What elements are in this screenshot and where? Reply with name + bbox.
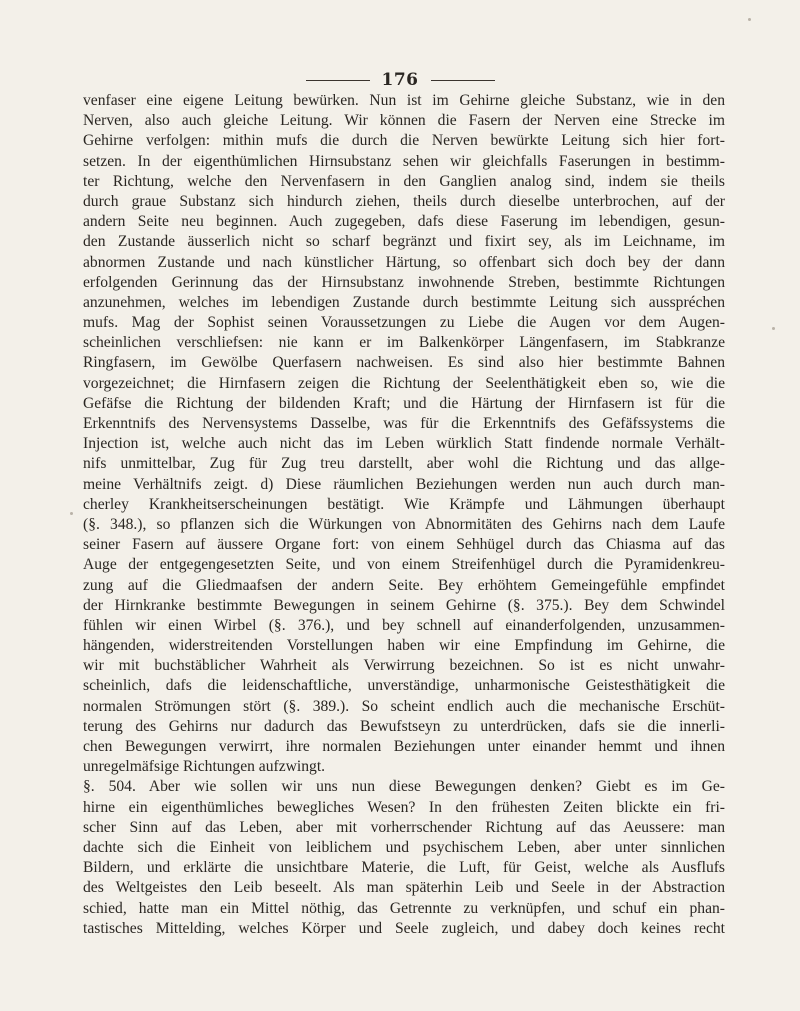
text-line: venfaser eine eigene Leitung bewürken. Nun ist im Gehirne gleiche Substanz, wie in den	[83, 92, 725, 109]
text-line: wir mit buchstäblicher Wahrheit als Verwirrung bezeichnen. So ist es nicht unwahr-	[83, 657, 725, 675]
text-line: anzunehmen, welches im lebendigen Zustande durch bestimmte Leitung sich ausspréchen	[83, 293, 725, 311]
text-line: meine Verhältnifs zeigt. d) Diese räumlichen Beziehungen werden nun auch durch man-	[83, 475, 725, 493]
text-line: Erkenntnifs des Nervensystems Dasselbe, was für die Erkenntnifs des Gefäfssystems die	[83, 415, 725, 432]
text-line: des Weltgeistes den Leib beseelt. Als man späterhin Leib und Seele in der Abstraction	[83, 879, 725, 897]
text-line: Gefäfse die Richtung der bildenden Kraft; und die Härtung der Hirnfasern ist für die	[83, 394, 725, 412]
body-text	[83, 91, 725, 939]
text-line: (§. 348.), so pflanzen sich die Würkungen von Abnormitäten des Gehirns nach dem Laufe	[83, 515, 725, 533]
text-line: Injection ist, welche auch nicht das im Leben würklich Statt findende normale Verhält-	[83, 435, 725, 453]
text-line: seiner Fasern auf äussere Organe fort: von einem Sehhügel durch das Chiasma auf das	[83, 536, 725, 554]
text-line: zung auf die Gliedmaafsen der andern Seite. Bey erhöhtem Gemeingefühle empfindet	[83, 576, 725, 594]
text-line: terung des Gehirns nur dadurch das Bewufstseyn zu unterdrücken, dafs sie die innerli-	[83, 717, 725, 735]
text-line: erfolgenden Gerinnung das der Hirnsubstanz inwohnende Streben, bestimmte Richtungen	[83, 273, 725, 291]
text-line: mufs. Mag der Sophist seinen Voraussetzungen zu Liebe die Augen vor dem Augen-	[83, 314, 725, 332]
paper-speck	[748, 18, 751, 21]
text-line: chen Bewegungen verwirrt, ihre normalen Beziehungen unter einander hemmt und ihnen	[83, 738, 725, 755]
text-line: Nerven, also auch gleiche Leitung. Wir können die Fasern der Nerven eine Strecke im	[83, 112, 725, 130]
text-line: ter Richtung, welche den Nervenfasern in den Ganglien analog sind, indem sie theils	[83, 172, 725, 190]
text-line: der Hirnkranke bestimmte Bewegungen in seinem Gehirne (§. 375.). Bey dem Schwindel	[83, 596, 725, 614]
header-rule-left	[306, 80, 370, 81]
paper-speck	[70, 512, 73, 515]
text-line: den Zustande äusserlich nicht so scharf begränzt und fixirt sey, als im Leichname, im	[83, 233, 725, 251]
text-line: Bildern, und erklärte die unsichtbare Materie, die Luft, für Geist, welche als Ausflufs	[83, 859, 725, 877]
text-line: Gehirne verfolgen: mithin mufs die durch die Nerven bewürkte Leitung sich hier fort-	[83, 132, 725, 150]
text-line: durch graue Substanz sich hindurch ziehen, theils durch dieselbe unterbrochen, auf der	[83, 192, 725, 210]
text-line: scheinlichen verschliefsen: nie kann er im Balkenkörper Längenfasern, im Stabkranze	[83, 334, 725, 352]
paper-speck	[772, 327, 775, 330]
page-header	[0, 70, 800, 90]
text-line: normalen Strömungen stört (§. 389.). So scheint endlich auch die mechanische Erschüt-	[83, 697, 725, 715]
text-line: Ringfasern, im Gewölbe Querfasern nachweisen. Es sind also hier bestimmte Bahnen	[83, 354, 725, 372]
text-line: tastisches Mittelding, welches Körper und Seele zugleich, und dabey doch keines recht	[83, 919, 725, 937]
text-line: dachte sich die Einheit von leiblichem und psychischem Leben, aber unter sinnlichen	[83, 838, 725, 856]
text-line: vorgezeichnet; die Hirnfasern zeigen die Richtung der Seelenthätigkeit eben so, wie die	[83, 374, 725, 392]
text-line: hirne ein eigenthümliches bewegliches Wesen? In den frühesten Zeiten blickte ein fri-	[83, 798, 725, 816]
page-number: 176	[381, 70, 419, 90]
text-line: §. 504. Aber wie sollen wir uns nun diese Bewegungen denken? Giebt es im Ge-	[83, 778, 725, 796]
text-line: nifs unmittelbar, Zug für Zug treu darstellt, aber wohl die Richtung und das allge-	[83, 455, 725, 473]
paragraph-end-line: unregelmäfsige Richtungen aufzwingt.	[83, 758, 326, 776]
text-line: cherley Krankheitserscheinungen bestätigt. Wie Krämpfe und Lähmungen überhaupt	[83, 495, 725, 513]
text-line: scher Sinn auf das Leben, aber mit vorherrschender Richtung auf das Aeussere: man	[83, 818, 725, 836]
text-line: hängenden, widerstreitenden Vorstellungen haben wir eine Empfindung im Gehirne, die	[83, 637, 725, 655]
header-rule-right	[431, 80, 495, 81]
text-line: scheinlich, dafs die leidenschaftliche, unverständige, unharmonische Geistesthätigkeit die	[83, 677, 725, 695]
text-line: setzen. In der eigenthümlichen Hirnsubstanz sehen wir gleichfalls Faserungen in bestimm-	[83, 152, 725, 170]
text-line: fühlen wir einen Wirbel (§. 376.), und bey schnell auf einanderfolgenden, unzusammen-	[83, 616, 725, 634]
text-line: andern Seite neu beginnen. Auch zugegeben, dafs diese Faserung im lebendigen, gesun-	[83, 213, 725, 231]
text-line: abnormen Zustande und nach künstlicher Härtung, so offenbart sich doch bey der dann	[83, 253, 725, 271]
text-line: Auge der entgegengesetzten Seite, und von einem Streifenhügel durch die Pyramidenkreu-	[83, 556, 725, 574]
text-line: schied, hatte man ein Mittel nöthig, das Getrennte zu verknüpfen, und schuf ein phan-	[83, 899, 725, 917]
